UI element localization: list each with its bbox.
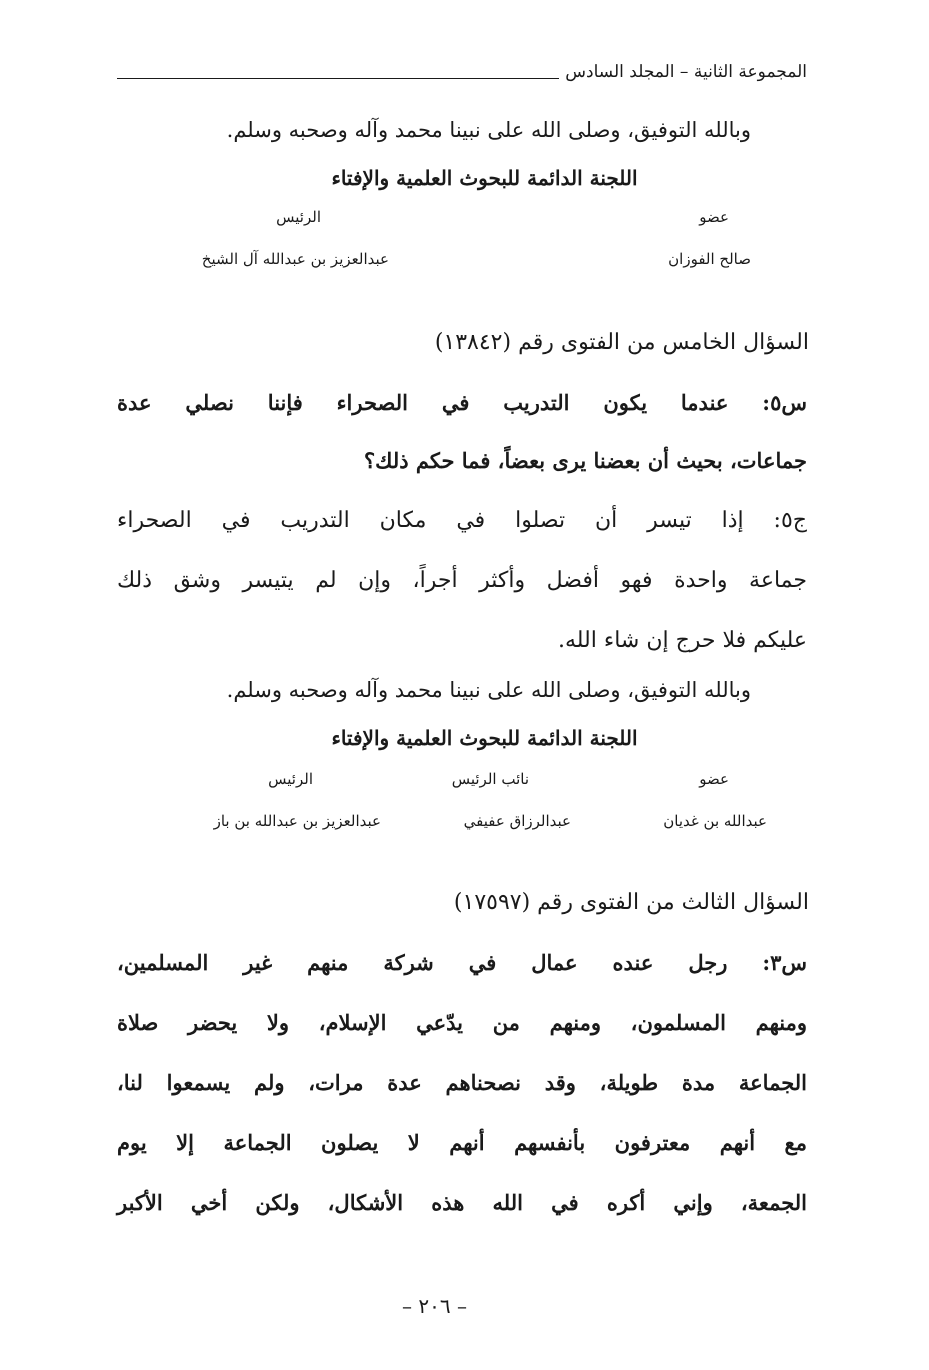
question-line: الجمعة، وإني أكره في الله هذه الأشكال، ولكن أخي الأكبر — [117, 1190, 807, 1215]
question-line: مع أنهم معترفون بأنفسهم أنهم لا يصلون الجماعة إلا يوم — [117, 1130, 807, 1155]
running-title: المجموعة الثانية – المجلد السادس — [565, 62, 807, 82]
answer-line: جماعة واحدة فهو أفضل وأكثر أجراً، وإن لم يتيسر وشق ذلك — [117, 568, 807, 593]
signatory-role: عضو — [699, 770, 729, 788]
signatory-name: صالح الفوزان — [668, 250, 751, 268]
signatory-name: عبدالعزيز بن عبدالله بن باز — [213, 812, 381, 830]
answer-line: ج٥: إذا تيسر أن تصلوا في مكان التدريب في الصحراء — [117, 508, 807, 533]
signatory-name: عبدالله بن غديان — [663, 812, 767, 830]
question-line: جماعات، بحيث أن بعضنا يرى بعضاً، فما حكم ذلك؟ — [364, 448, 807, 473]
signatory-name: عبدالرزاق عفيفي — [463, 812, 571, 830]
question-line: ومنهم المسلمون، ومنهم من يدّعي الإسلام، ولا يحضر صلاة — [117, 1010, 807, 1035]
fatwa-reference: السؤال الخامس من الفتوى رقم (١٣٨٤٢) — [434, 330, 809, 355]
question-line: س٣: رجل عنده عمال في شركة منهم غير المسلمين، — [117, 950, 807, 975]
header-rule — [117, 78, 559, 79]
signatory-name: عبدالعزيز بن عبدالله آل الشيخ — [201, 250, 389, 268]
running-header — [117, 62, 807, 82]
closing-formula: وبالله التوفيق، وصلى الله على نبينا محمد وآله وصحبه وسلم. — [226, 678, 751, 702]
signatory-role: نائب الرئيس — [451, 770, 529, 788]
answer-line: عليكم فلا حرج إن شاء الله. — [557, 628, 807, 653]
signatory-role: الرئيس — [268, 770, 313, 788]
fatwa-reference: السؤال الثالث من الفتوى رقم (١٧٥٩٧) — [453, 890, 809, 915]
question-line: س٥: عندما يكون التدريب في الصحراء فإننا نصلي عدة — [117, 390, 807, 415]
signatory-role: عضو — [699, 208, 729, 226]
committee-name: اللجنة الدائمة للبحوث العلمية والإفتاء — [331, 166, 638, 190]
question-line: الجماعة مدة طويلة، وقد نصحناهم عدة مرات، ولم يسمعوا لنا، — [117, 1070, 807, 1095]
page-number: – ٢٠٦ – — [402, 1294, 467, 1318]
signatory-role: الرئيس — [276, 208, 321, 226]
committee-name: اللجنة الدائمة للبحوث العلمية والإفتاء — [331, 726, 638, 750]
closing-formula: وبالله التوفيق، وصلى الله على نبينا محمد وآله وصحبه وسلم. — [226, 118, 751, 142]
